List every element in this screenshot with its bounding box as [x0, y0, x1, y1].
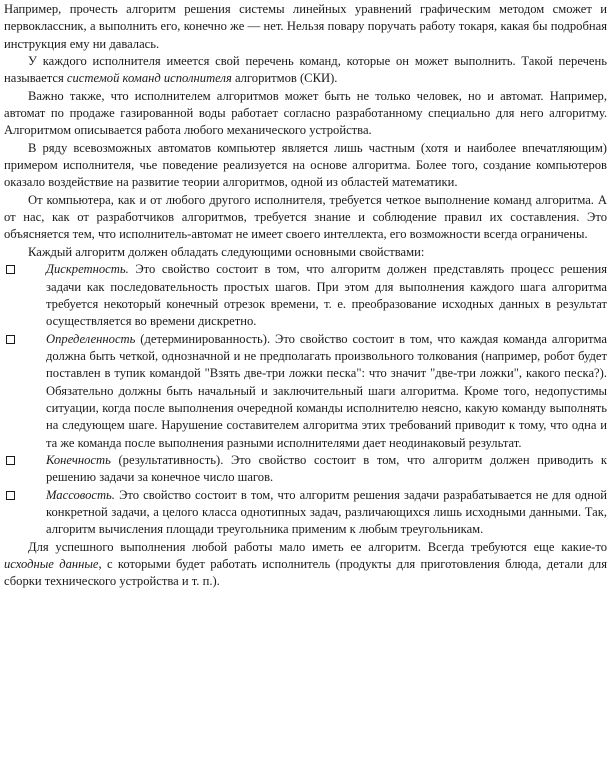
paragraph: Каждый алгоритм должен обладать следующими основными свойствами:	[28, 244, 425, 259]
term-emphasis: Дискретность.	[46, 262, 129, 277]
paragraph: У каждого исполнителя имеется свой перечень команд, которые он может выполнить. Такой перечень называется системой команд исполнителя алгоритмов (СКИ).	[4, 54, 607, 86]
term-emphasis: Конечность	[46, 452, 111, 467]
term-emphasis: Определенность	[46, 331, 136, 346]
term-emphasis: исходные данные	[4, 557, 99, 571]
square-bullet-icon	[6, 335, 15, 344]
paragraph: Для успешного выполнения любой работы мало иметь ее алгоритм. Всегда требуются еще какие-то исходные данные, с которыми будет работать исполнитель (продукты для приготовления блюда, детали для сборки технического устройства и т. п.).	[4, 539, 607, 589]
paragraph: Например, прочесть алгоритм решения системы линейных уравнений графическим методом сможет и первоклассник, а выполнить его, конечно же — нет. Нельзя повару поручать работу токаря, какая бы подробная инструкция ему ни давалась.	[4, 2, 607, 51]
paragraph: От компьютера, как и от любого другого исполнителя, требуется четкое выполнение команд алгоритма. А от нас, как от разработчиков алгоритмов, требуется знание и соблюдение правил их составления. Это объясняется тем, что исполнитель-автомат не имеет своего интеллекта, его возможности всегда ограничены.	[4, 192, 607, 242]
list-item: Дискретность. Это свойство состоит в том, что алгоритм должен представлять процесс решения задачи как последовательность простых шагов. При этом для выполнения каждого шага алгоритма требуется некоторый конечный отрезок времени, т. е. преобразование исходных данных в результат осуществляется во времени дискретно.	[4, 261, 607, 330]
list-item: Массовость. Это свойство состоит в том, что алгоритм решения задачи разрабатывается не для одной конкретной задачи, а целого класса однотипных задач, различающихся лишь исходными данными. Так, алгоритм вычисления площади треугольника применим к любым треугольникам.	[4, 487, 607, 539]
square-bullet-icon	[6, 491, 15, 500]
paragraph: Важно также, что исполнителем алгоритмов может быть не только человек, но и автомат. Например, автомат по продаже газированной воды работает согласно разработанному специально для него алгоритму. Алгоритмом описывается работа любого механического устройства.	[4, 88, 607, 138]
paragraph: В ряду всевозможных автоматов компьютер является лишь частным (хотя и наиболее впечатляющим) примером исполнителя, чье поведение реализуется на основе алгоритма. Более того, создание компьютеров оказало воздействие на развитие теории алгоритмов, одной из областей математики.	[4, 140, 607, 190]
term-emphasis: системой команд исполнителя	[66, 71, 232, 86]
square-bullet-icon	[6, 456, 15, 465]
list-item: Определенность (детерминированность). Это свойство состоит в том, что каждая команда алгоритма должна быть четкой, однозначной и не предполагать произвольного толкования (например, робот будет поставлен в тупик командой "Взять две-три ложки песка": что значит "две-три ложки", какого песка?). Обязательно должны быть начальный и заключительный шаги алгоритма. Кроме того, недопустимы ситуации, когда после выполнения очередной команды исполнителю неясно, какую команду выполнять на следующем шаге. Нарушение составителем алгоритма этих требований приводит к тому, что одна и та же команда после выполнения разными исполнителями дает неодинаковый результат.	[4, 331, 607, 452]
term-emphasis: Массовость.	[46, 487, 115, 502]
square-bullet-icon	[6, 265, 15, 274]
properties-list	[4, 261, 607, 539]
list-item: Конечность (результативность). Это свойство состоит в том, что алгоритм должен приводить к решению задачи за конечное число шагов.	[4, 452, 607, 487]
